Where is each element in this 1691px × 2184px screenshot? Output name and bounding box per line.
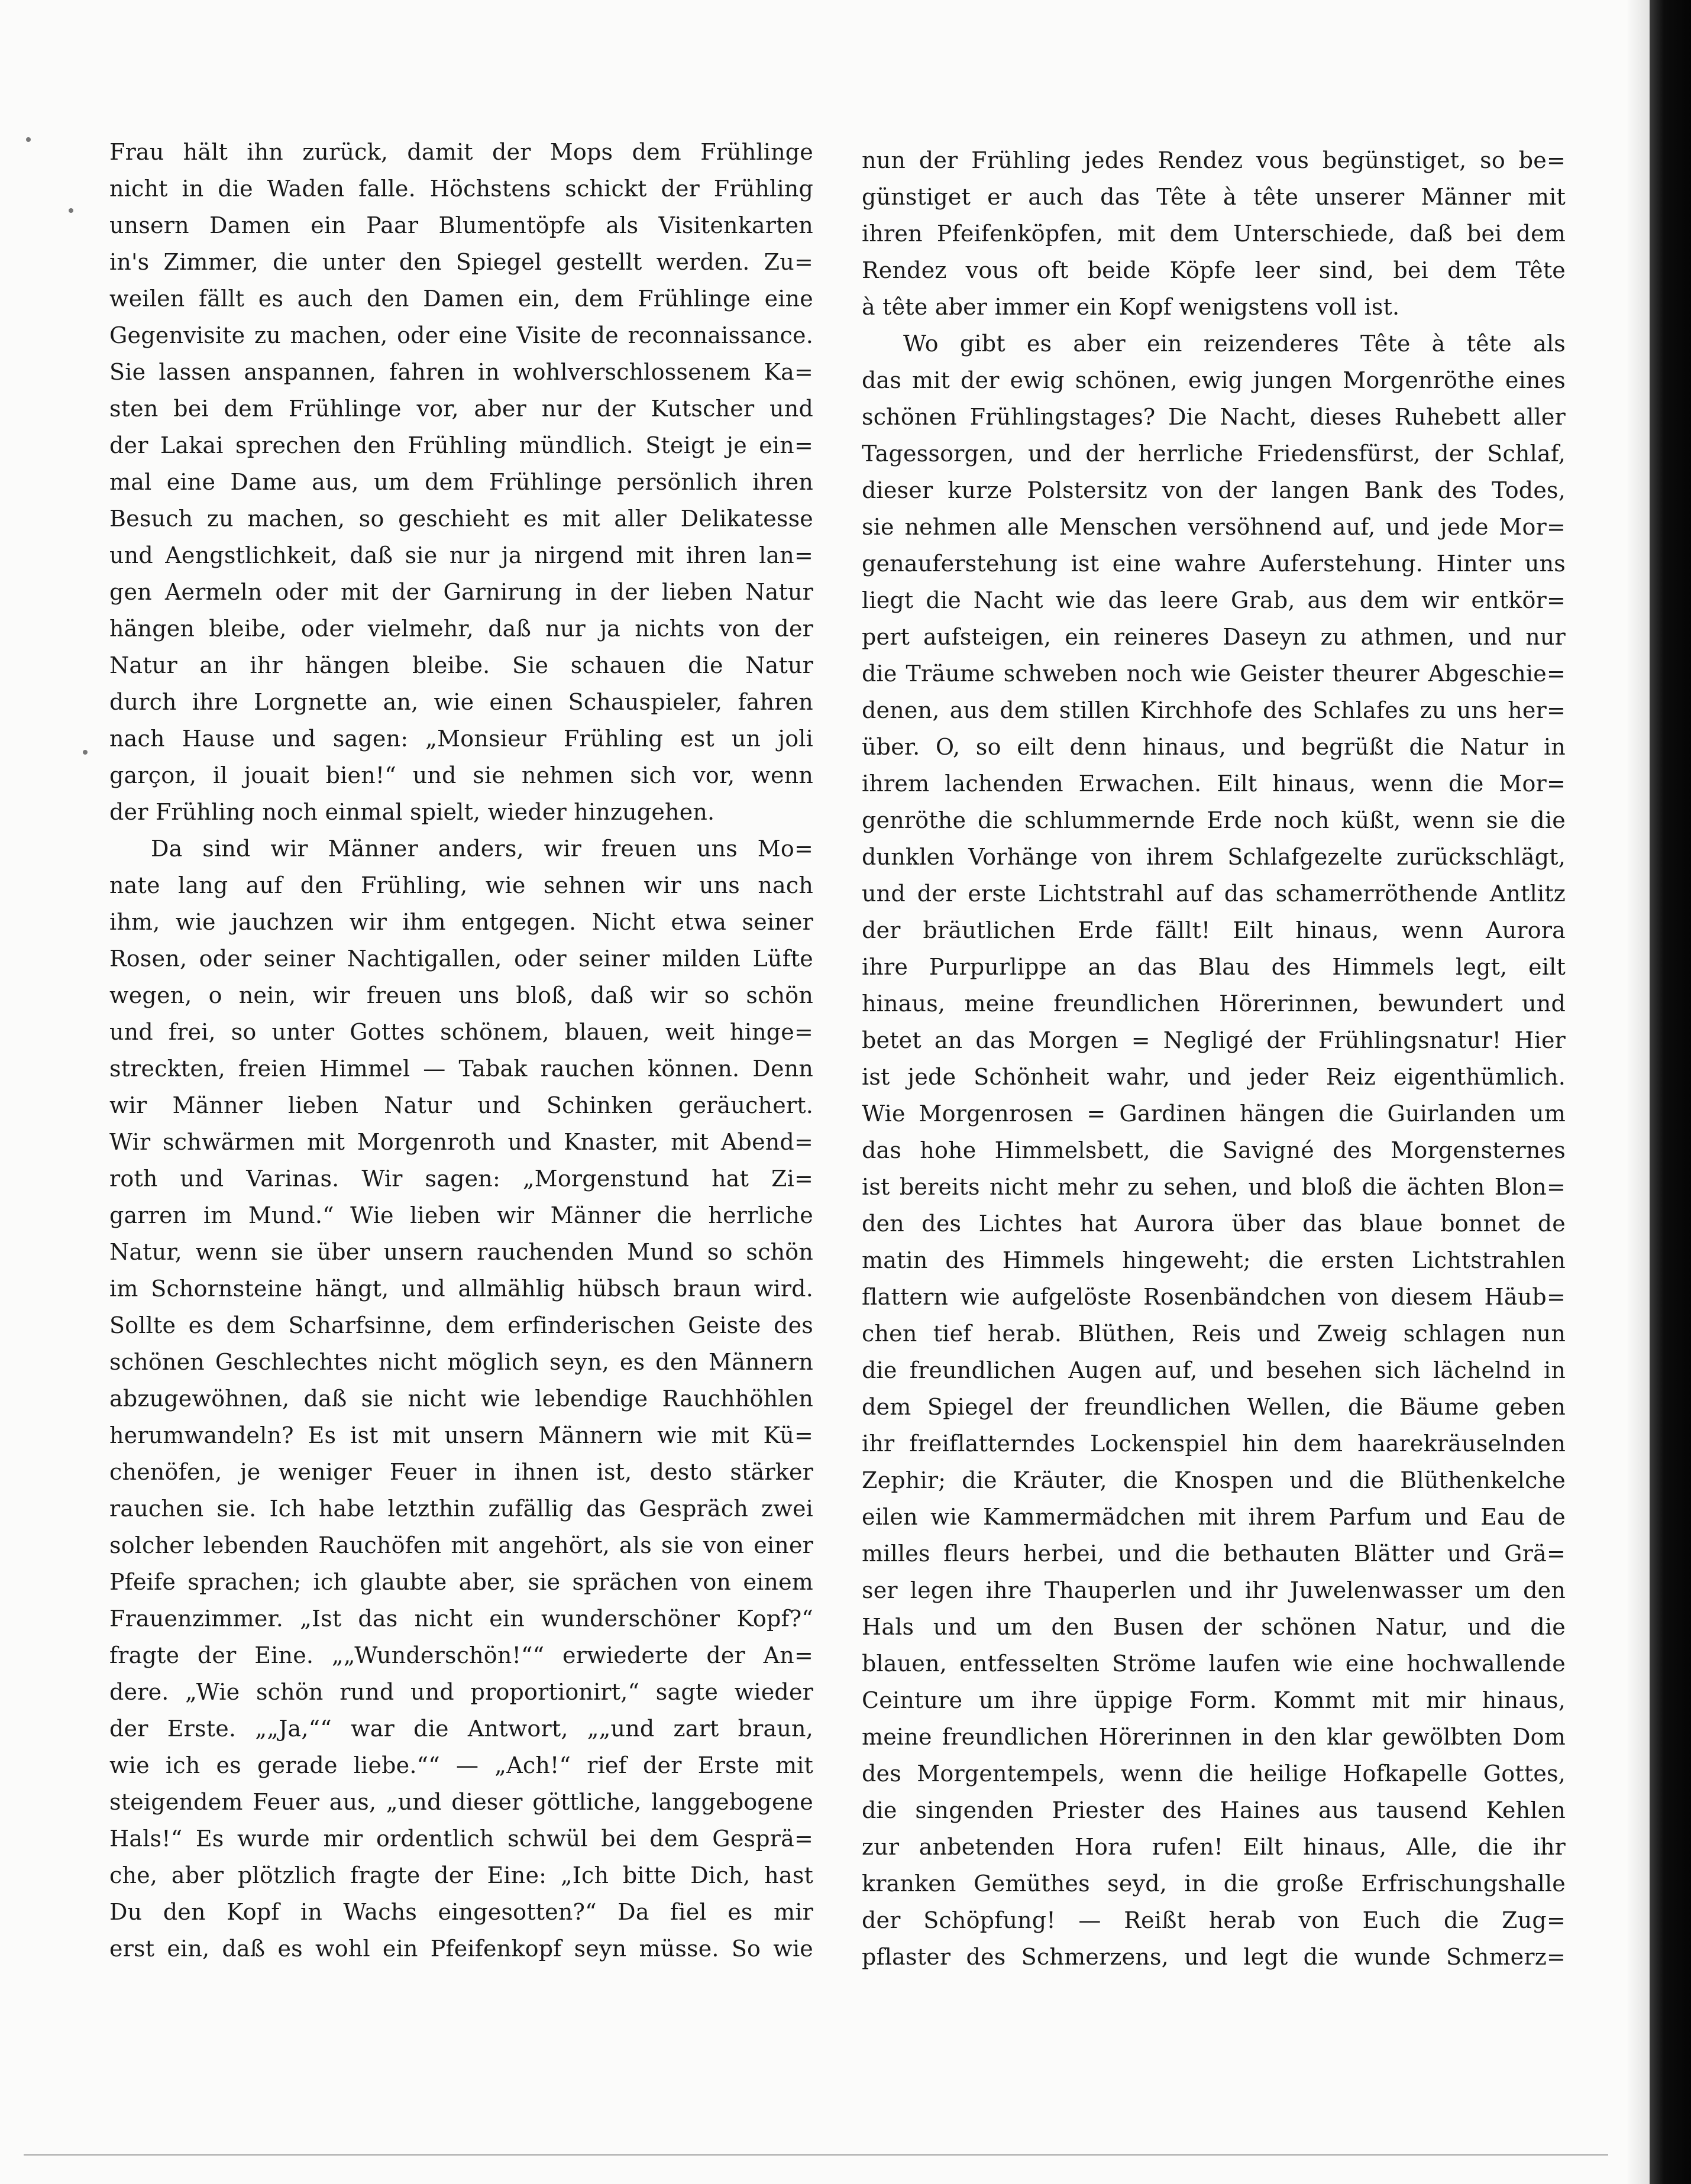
text-line: genauferstehung ist eine wahre Auferstehung. Hinter uns [862, 551, 1566, 577]
text-line: Rendez vous oft beide Köpfe leer sind, bei dem Tête [862, 257, 1566, 283]
text-line: dere. „Wie schön rund und proportionirt,“ sagte wieder [109, 1679, 813, 1705]
text-line: die freundlichen Augen auf, und besehen sich lächelnd in [862, 1357, 1566, 1383]
text-line: sten bei dem Frühlinge vor, aber nur der Kutscher und [109, 396, 813, 422]
text-line: schönen Frühlingstages? Die Nacht, dieses Ruhebett aller [862, 404, 1566, 430]
text-line: im Schornsteine hängt, und allmählig hübsch braun wird. [109, 1276, 813, 1302]
text-line: und frei, so unter Gottes schönem, blauen, weit hinge= [109, 1019, 813, 1045]
text-line: steigendem Feuer aus, „und dieser göttliche, langgebogene [109, 1789, 813, 1815]
text-line: in's Zimmer, die unter den Spiegel gestellt werden. Zu= [109, 249, 813, 275]
margin-speck [26, 137, 31, 142]
text-line: Natur, wenn sie über unsern rauchenden Mund so schön [109, 1239, 813, 1265]
text-line: hinaus, meine freundlichen Hörerinnen, bewundert und [862, 991, 1566, 1017]
text-line: Sie lassen anspannen, fahren in wohlverschlossenem Ka= [109, 359, 813, 385]
text-line: roth und Varinas. Wir sagen: „Morgenstund hat Zi= [109, 1166, 813, 1192]
text-line: dieser kurze Polstersitz von der langen Bank des Todes, [862, 477, 1566, 503]
text-line: die Träume schweben noch wie Geister theurer Abgeschie= [862, 661, 1566, 687]
text-line: Wie Morgenrosen = Gardinen hängen die Guirlanden um [862, 1101, 1566, 1127]
text-line: das hohe Himmelsbett, die Savigné des Morgensternes [862, 1137, 1566, 1163]
text-line: flattern wie aufgelöste Rosenbändchen von diesem Häub= [862, 1284, 1566, 1310]
text-line: des Morgentempels, wenn die heilige Hofkapelle Gottes, [862, 1761, 1566, 1787]
text-line: wegen, o nein, wir freuen uns bloß, daß wir so schön [109, 982, 813, 1008]
text-line: ist jede Schönheit wahr, und jeder Reiz eigenthümlich. [862, 1064, 1566, 1090]
text-line: dunklen Vorhänge von ihrem Schlafgezelte zurückschlägt, [862, 844, 1566, 870]
text-line: Rosen, oder seiner Nachtigallen, oder seiner milden Lüfte [109, 946, 813, 972]
text-line: das mit der ewig schönen, ewig jungen Morgenröthe eines [862, 367, 1566, 393]
text-line: solcher lebenden Rauchöfen mit angehört, als sie von einer [109, 1532, 813, 1558]
text-line: Pfeife sprachen; ich glaubte aber, sie sprächen von einem [109, 1569, 813, 1595]
margin-speck [83, 750, 88, 755]
text-line: herumwandeln? Es ist mit unsern Männern wie mit Kü= [109, 1422, 813, 1448]
text-line: gen Aermeln oder mit der Garnirung in der lieben Natur [109, 579, 813, 605]
text-line: liegt die Nacht wie das leere Grab, aus dem wir entkör= [862, 587, 1566, 613]
text-line: der Erste. „„Ja,““ war die Antwort, „„und zart braun, [109, 1716, 813, 1742]
text-line: ihm, wie jauchzen wir ihm entgegen. Nicht etwa seiner [109, 909, 813, 935]
text-line: durch ihre Lorgnette an, wie einen Schauspieler, fahren [109, 689, 813, 715]
text-line: garçon, il jouait bien!“ und sie nehmen sich vor, wenn [109, 762, 813, 788]
book-binding-edge [1650, 0, 1691, 2184]
text-line: Du den Kopf in Wachs eingesotten?“ Da fiel es mir [109, 1899, 813, 1925]
text-line: streckten, freien Himmel — Tabak rauchen können. Denn [109, 1056, 813, 1082]
text-line: dem Spiegel der freundlichen Wellen, die Bäume geben [862, 1394, 1566, 1420]
left-text-column [109, 134, 813, 1967]
text-line: Wir schwärmen mit Morgenroth und Knaster, mit Abend= [109, 1129, 813, 1155]
text-line: der bräutlichen Erde fällt! Eilt hinaus, wenn Aurora [862, 917, 1566, 943]
text-line: abzugewöhnen, daß sie nicht wie lebendige Rauchhöhlen [109, 1386, 813, 1412]
text-line: Frauenzimmer. „Ist das nicht ein wunderschöner Kopf?“ [109, 1606, 813, 1632]
text-line: matin des Himmels hingeweht; die ersten Lichtstrahlen [862, 1247, 1566, 1273]
bottom-edge-rule [24, 2154, 1608, 2156]
text-line: pert aufsteigen, ein reineres Daseyn zu athmen, und nur [862, 624, 1566, 650]
text-line: ihre Purpurlippe an das Blau des Himmels legt, eilt [862, 954, 1566, 980]
text-line: unsern Damen ein Paar Blumentöpfe als Visitenkarten [109, 212, 813, 238]
text-line: ihr freiflatterndes Lockenspiel hin dem haarekräuselnden [862, 1431, 1566, 1457]
text-line: nicht in die Waden falle. Höchstens schickt der Frühling [109, 176, 813, 202]
text-line: nun der Frühling jedes Rendez vous begünstiget, so be= [862, 147, 1566, 173]
text-line: ihren Pfeifenköpfen, mit dem Unterschiede, daß bei dem [862, 221, 1566, 247]
text-line: und Aengstlichkeit, daß sie nur ja nirgend mit ihren lan= [109, 542, 813, 568]
text-line: chenöfen, je weniger Feuer in ihnen ist, desto stärker [109, 1459, 813, 1485]
text-line: erst ein, daß es wohl ein Pfeifenkopf seyn müsse. So wie [109, 1936, 813, 1962]
text-line: zur anbetenden Hora rufen! Eilt hinaus, Alle, die ihr [862, 1834, 1566, 1860]
text-line: Sollte es dem Scharfsinne, dem erfinderischen Geiste des [109, 1312, 813, 1338]
text-line: ihrem lachenden Erwachen. Eilt hinaus, wenn die Mor= [862, 771, 1566, 797]
text-line: genröthe die schlummernde Erde noch küßt, wenn sie die [862, 807, 1566, 833]
text-line: günstiget er auch das Tête à tête unserer Männer mit [862, 184, 1566, 210]
text-line: mal eine Dame aus, um dem Frühlinge persönlich ihren [109, 469, 813, 495]
text-line: garren im Mund.“ Wie lieben wir Männer die herrliche [109, 1202, 813, 1228]
text-line: der Frühling noch einmal spielt, wieder hinzugehen. [109, 799, 715, 825]
text-line: che, aber plötzlich fragte der Eine: „Ich bitte Dich, hast [109, 1862, 813, 1888]
text-line: eilen wie Kammermädchen mit ihrem Parfum und Eau de [862, 1504, 1566, 1530]
text-line: sie nehmen alle Menschen versöhnend auf, und jede Mor= [862, 514, 1566, 540]
text-line: wir Männer lieben Natur und Schinken geräuchert. [109, 1092, 813, 1118]
text-line: Zephir; die Kräuter, die Knospen und die Blüthenkelche [862, 1467, 1566, 1493]
text-line: Ceinture um ihre üppige Form. Kommt mit mir hinaus, [862, 1687, 1566, 1713]
binding-shadow [1626, 0, 1650, 2184]
text-line: schönen Geschlechtes nicht möglich seyn, es den Männern [109, 1349, 813, 1375]
text-line: kranken Gemüthes seyd, in die große Erfrischungshalle [862, 1871, 1566, 1897]
text-line: meine freundlichen Hörerinnen in den klar gewölbten Dom [862, 1724, 1566, 1750]
margin-speck [69, 208, 73, 213]
text-line: Natur an ihr hängen bleibe. Sie schauen die Natur [109, 652, 813, 678]
text-line: nate lang auf den Frühling, wie sehnen wir uns nach [109, 872, 813, 898]
text-line: ser legen ihre Thauperlen und ihr Juwelenwasser um den [862, 1577, 1566, 1603]
text-line: rauchen sie. Ich habe letzthin zufällig das Gespräch zwei [109, 1496, 813, 1522]
text-line: weilen fällt es auch den Damen ein, dem Frühlinge eine [109, 286, 813, 312]
right-text-column [862, 142, 1566, 1975]
text-line: Tagessorgen, und der herrliche Friedensfürst, der Schlaf, [862, 441, 1566, 467]
text-line: Gegenvisite zu machen, oder eine Visite de reconnaissance. [109, 322, 813, 348]
text-line: und der erste Lichtstrahl auf das schamerröthende Antlitz [862, 881, 1566, 907]
text-line: wie ich es gerade liebe.““ — „Ach!“ rief der Erste mit [109, 1752, 813, 1778]
text-line: nach Hause und sagen: „Monsieur Frühling est un joli [109, 726, 813, 752]
text-line: ist bereits nicht mehr zu sehen, und bloß die ächten Blon= [862, 1174, 1566, 1200]
text-line: über. O, so eilt denn hinaus, und begrüßt die Natur in [862, 734, 1566, 760]
text-line: blauen, entfesselten Ströme laufen wie eine hochwallende [862, 1651, 1566, 1677]
text-line: Da sind wir Männer anders, wir freuen uns Mo= [151, 836, 813, 862]
text-line: hängen bleibe, oder vielmehr, daß nur ja nichts von der [109, 616, 813, 642]
text-line: der Schöpfung! — Reißt herab von Euch die Zug= [862, 1907, 1566, 1933]
text-line: Hals und um den Busen der schönen Natur, und die [862, 1614, 1566, 1640]
text-line: Besuch zu machen, so geschieht es mit aller Delikatesse [109, 506, 813, 532]
text-line: milles fleurs herbei, und die bethauten Blätter und Grä= [862, 1541, 1566, 1567]
text-line: pflaster des Schmerzens, und legt die wunde Schmerz= [862, 1944, 1566, 1970]
text-line: à tête aber immer ein Kopf wenigstens voll ist. [862, 294, 1400, 320]
text-line: Hals!“ Es wurde mir ordentlich schwül bei dem Gesprä= [109, 1826, 813, 1852]
text-line: Wo gibt es aber ein reizenderes Tête à tête als [903, 331, 1566, 357]
text-line: den des Lichtes hat Aurora über das blaue bonnet de [862, 1211, 1566, 1237]
text-line: die singenden Priester des Haines aus tausend Kehlen [862, 1797, 1566, 1823]
text-line: chen tief herab. Blüthen, Reis und Zweig schlagen nun [862, 1321, 1566, 1347]
text-line: Frau hält ihn zurück, damit der Mops dem Frühlinge [109, 139, 813, 165]
text-line: fragte der Eine. „„Wunderschön!““ erwiederte der An= [109, 1642, 813, 1668]
text-line: der Lakai sprechen den Frühling mündlich. Steigt je ein= [109, 432, 813, 458]
text-line: denen, aus dem stillen Kirchhofe des Schlafes zu uns her= [862, 697, 1566, 723]
text-line: betet an das Morgen = Negligé der Frühlingsnatur! Hier [862, 1027, 1566, 1053]
